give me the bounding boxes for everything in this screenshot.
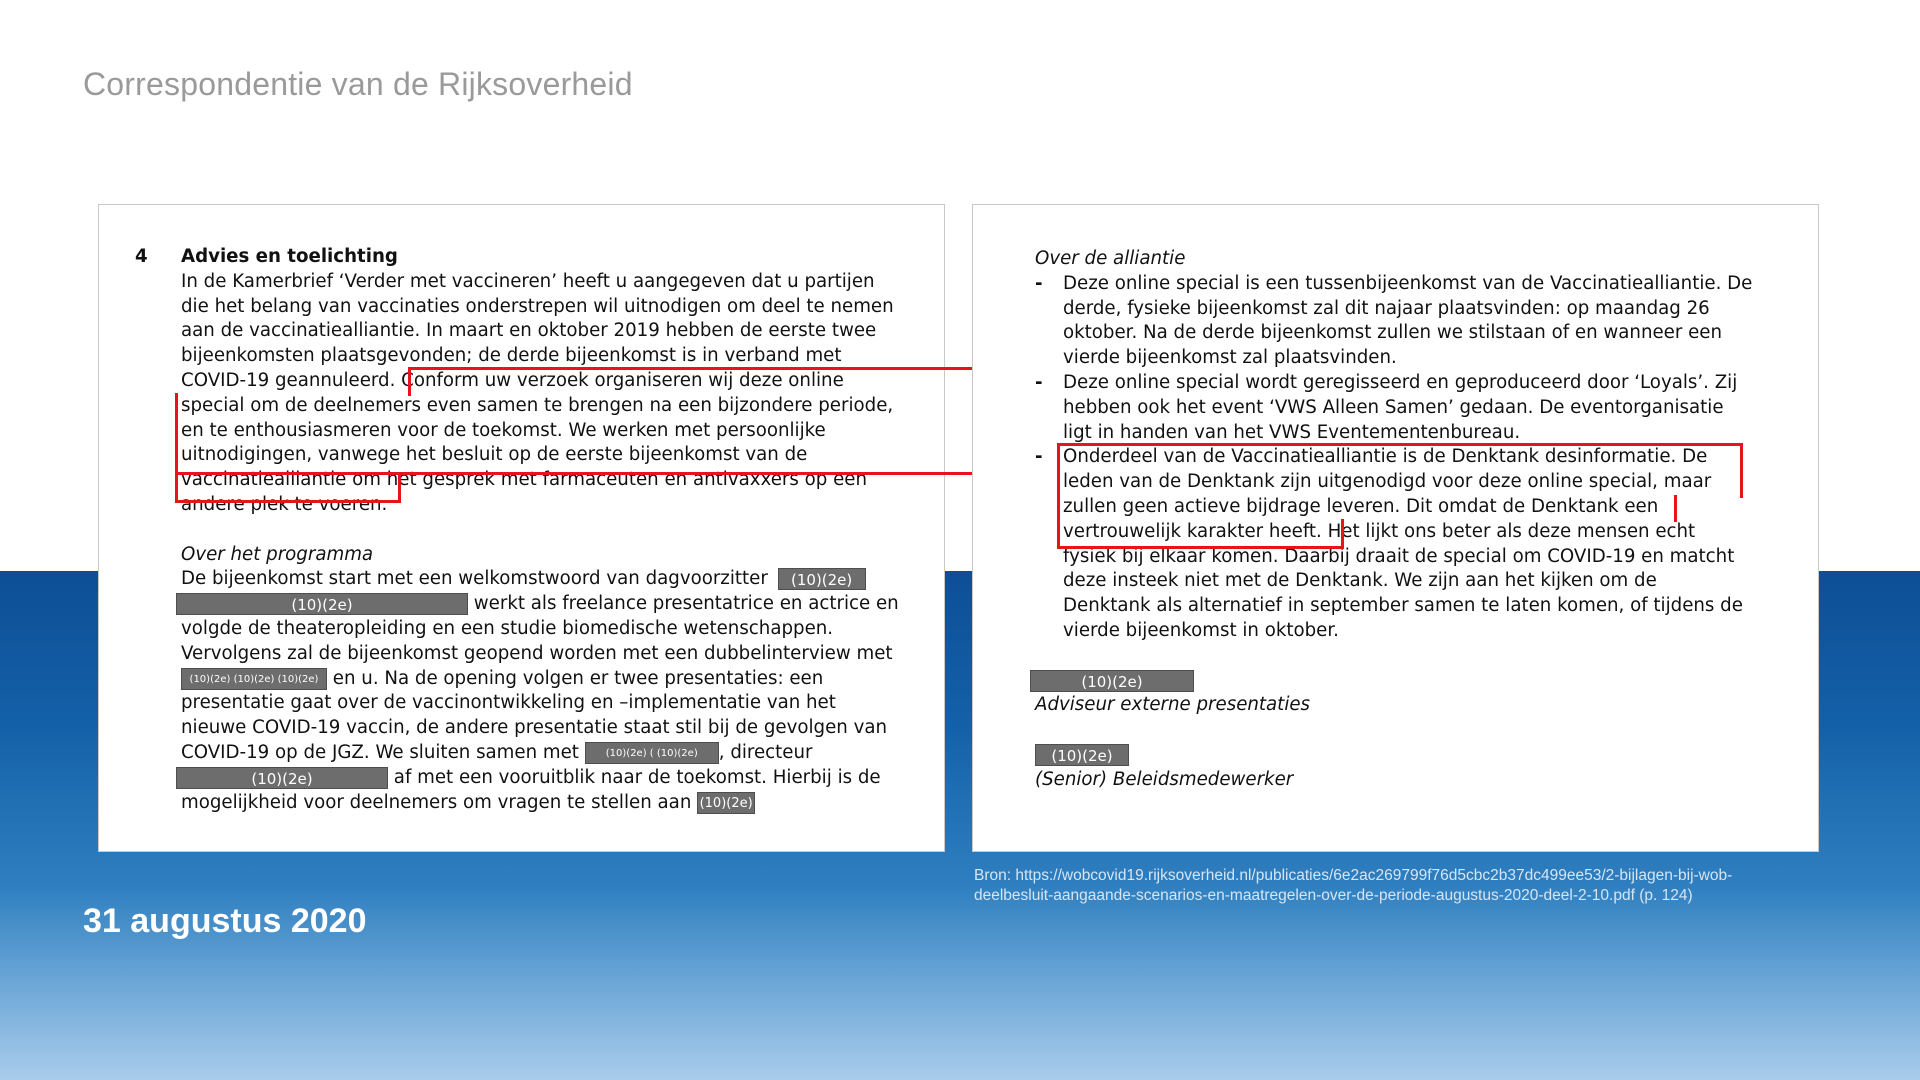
text-line: andere plek te voeren. [181, 493, 388, 515]
date-label: 31 augustus 2020 [83, 902, 367, 940]
bullet-item [1035, 371, 1795, 445]
text-line: en te enthousiasmeren voor de toekomst. We werken met persoonlijke [181, 419, 826, 441]
document-excerpt-left [98, 204, 945, 852]
text-segment: mogelijkheid voor deelnemers om vragen te stellen aan [181, 791, 692, 813]
signature-redaction [1035, 743, 1795, 768]
text-segment: en u. Na de opening volgen er twee presentaties: een [332, 667, 824, 689]
redaction-block: (10)(2e) [176, 593, 468, 615]
text-line: Onderdeel van de Vaccinatiealliantie is de Denktank desinformatie. De [1063, 446, 1708, 468]
bullet-mark: - [1035, 371, 1043, 393]
text-line [181, 667, 921, 692]
text-segment: , directeur [718, 741, 813, 763]
document-excerpt-right [972, 204, 1819, 852]
text-line: presentatie gaat over de vaccinontwikkeling en –implementatie van het [181, 692, 836, 714]
source-citation: Bron: https://wobcovid19.rijksoverheid.nl/publicaties/6e2ac269799f76d5cbc2b37dc499ee53/2-bijlagen-bij-wob-deelbesluit-aangaande-scenarios-en-maatregelen-over-de-periode-augustus-2020-deel-2-10.pdf (p. 124) [974, 867, 1733, 904]
text-segment: af met een vooruitblik naar de toekomst. Hierbij is de [393, 766, 881, 788]
text-line: deze insteek niet met de Denktank. We zijn aan het kijken om de [1063, 570, 1657, 592]
subheading-programma: Over het programma [181, 543, 374, 565]
text-line: zullen geen actieve bijdrage leveren. Dit omdat de Denktank een [1063, 495, 1659, 517]
text-line [181, 791, 921, 816]
text-line: Denktank als alternatief in september samen te laten komen, of tijdens de [1063, 595, 1743, 617]
bullet-item [1035, 272, 1795, 371]
signer-role: (Senior) Beleidsmedewerker [1035, 768, 1294, 790]
document-text-right [1035, 247, 1795, 793]
text-line: leden van de Denktank zijn uitgenodigd voor deze online special, maar [1063, 471, 1712, 493]
text-line [181, 741, 921, 766]
subheading-alliantie: Over de alliantie [1035, 248, 1186, 269]
text-line: derde, fysieke bijeenkomst zal dit najaar plaatsvinden: op maandag 26 [1063, 297, 1710, 319]
document-text-left [135, 245, 921, 815]
text-line: aan de vaccinatiealliantie. In maart en oktober 2019 hebben de eerste twee [181, 320, 877, 342]
bullet-item [1035, 445, 1795, 643]
text-line [181, 567, 921, 592]
text-line: fysiek bij elkaar komen. Daarbij draait de special om COVID-19 en matcht [1063, 545, 1735, 567]
text-line: die het belang van vaccinaties onderstrepen wil uitnodigen om deel te nemen [181, 295, 894, 317]
redaction-block: (10)(2e) [778, 568, 866, 590]
bullet-mark: - [1035, 446, 1043, 468]
section-number: 4 [135, 246, 148, 267]
text-line: vierde bijeenkomst in oktober. [1063, 619, 1339, 641]
redaction-block: (10)(2e) [1030, 670, 1194, 692]
bullet-mark: - [1035, 272, 1043, 294]
page-title: Correspondentie van de Rijksoverheid [83, 66, 633, 102]
redaction-block: (10)(2e) [1035, 744, 1129, 766]
text-segment: werkt als freelance presentatrice en actrice en [473, 593, 899, 615]
text-line: vierde bijeenkomst zal plaatsvinden. [1063, 347, 1397, 369]
text-line: oktober. Na de derde bijeenkomst zullen we stilstaan of en wanneer een [1063, 322, 1723, 344]
redaction-block: (10)(2e) [697, 792, 755, 814]
text-line [176, 766, 921, 791]
text-line: Deze online special is een tussenbijeenkomst van de Vaccinatiealliantie. De [1063, 272, 1753, 294]
text-line: vertrouwelijk karakter heeft. Het lijkt ons beter als deze mensen echt [1063, 520, 1696, 542]
text-line: special om de deelnemers even samen te brengen na een bijzondere periode, [181, 394, 894, 416]
redaction-block: (10)(2e) ( (10)(2e) [585, 742, 719, 764]
text-line: ligt in handen van het VWS Eventementenbureau. [1063, 421, 1521, 443]
text-line: nieuwe COVID-19 vaccin, de andere presentatie staat stil bij de gevolgen van [181, 717, 887, 739]
signer-role: Adviseur externe presentaties [1035, 694, 1311, 716]
text-line: uitnodigingen, vanwege het besluit op de eerste bijeenkomst van de [181, 444, 808, 466]
text-segment: COVID-19 op de JGZ. We sluiten samen met [181, 741, 579, 763]
redaction-block: (10)(2e) [176, 767, 388, 789]
signature-redaction [1030, 669, 1795, 694]
text-line: In de Kamerbrief ‘Verder met vaccineren’ heeft u aangegeven dat u partijen [181, 270, 875, 292]
redaction-block: (10)(2e) (10)(2e) (10)(2e) [181, 668, 327, 690]
text-line: hebben ook het event ‘VWS Alleen Samen’ gedaan. De eventorganisatie [1063, 396, 1724, 418]
text-line: COVID-19 geannuleerd. Conform uw verzoek organiseren wij deze online [181, 369, 844, 391]
section-heading: Advies en toelichting [181, 246, 398, 267]
text-line: Vervolgens zal de bijeenkomst geopend worden met een dubbelinterview met [181, 642, 893, 664]
text-segment: De bijeenkomst start met een welkomstwoord van dagvoorzitter [181, 568, 768, 590]
text-line: Deze online special wordt geregisseerd en geproduceerd door ‘Loyals’. Zij [1063, 371, 1738, 393]
text-line: bijeenkomsten plaatsgevonden; de derde bijeenkomst is in verband met [181, 345, 842, 367]
text-line: vaccinatiealliantie om het gesprek met farmaceuten en antivaxxers op een [181, 469, 867, 491]
text-line [176, 592, 921, 617]
text-line: volgde de theateropleiding en een studie biomedische wetenschappen. [181, 617, 834, 639]
